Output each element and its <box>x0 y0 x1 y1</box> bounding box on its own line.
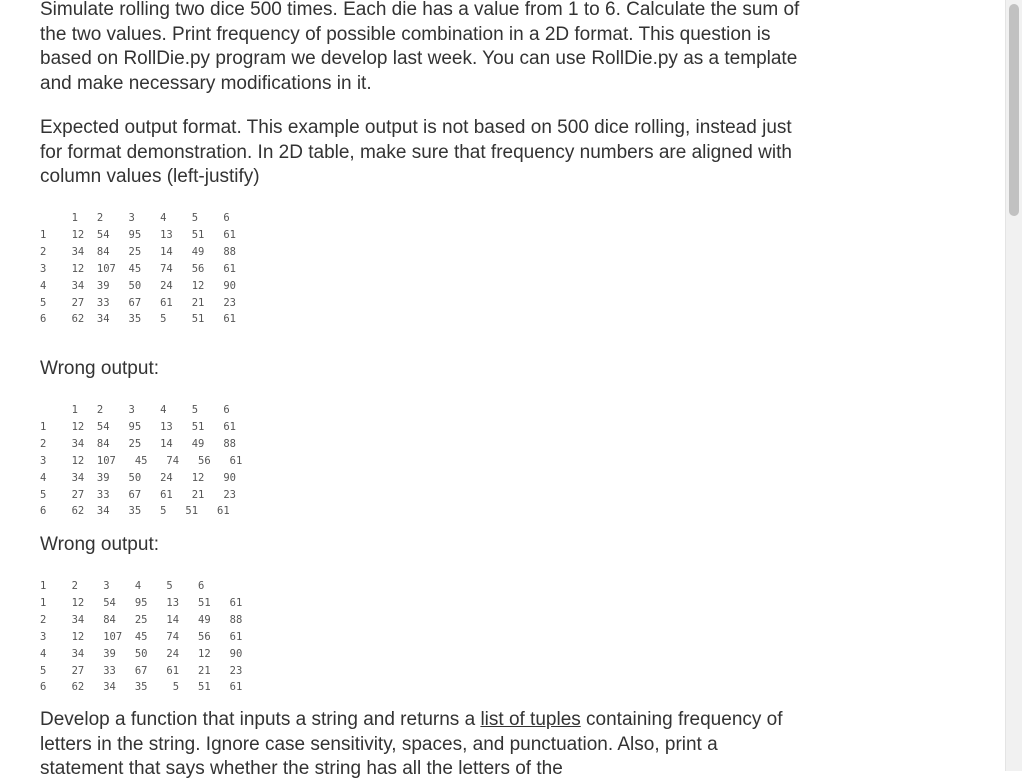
scrollbar-thumb[interactable] <box>1009 4 1019 216</box>
wrong-output-table-2: 1 2 3 4 5 6 1 12 54 95 13 51 61 2 34 84 25 14 49 88 3 12 107 45 74 56 61 4 34 39 50 24 12 90 5 27 33 67 61 21 23 6 62 34 35 5 51 61 <box>40 580 243 694</box>
wrong-output-heading-2: Wrong output: <box>40 534 160 555</box>
vertical-scrollbar[interactable] <box>1005 0 1022 771</box>
paragraph-text: Develop a function that inputs a string and returns a <box>40 709 481 730</box>
list-of-tuples-link[interactable]: list of tuples <box>480 709 581 730</box>
wrong-output-table: 1 2 3 4 5 6 1 12 54 95 13 51 61 2 34 84 25 14 49 88 3 12 107 45 74 56 61 4 34 39 50 24 12 90 5 27 33 67 61 21 23 6 62 34 35 5 51 61 <box>40 404 243 518</box>
wrong-output-heading: Wrong output: <box>40 358 160 379</box>
question-paragraph: Simulate rolling two dice 500 times. Each die has a value from 1 to 6. Calculate the sum of the two values. Print frequency of possible combination in a 2D format. This question is based on RollDie.py program we develop last week. You can use RollDie.py as a template and make necessary modifications in it. <box>40 0 800 94</box>
next-question-paragraph <box>40 708 800 782</box>
expected-output-table: 1 2 3 4 5 6 1 12 54 95 13 51 61 2 34 84 25 14 49 88 3 12 107 45 74 56 61 4 34 39 50 24 12 90 5 27 33 67 61 21 23 6 62 34 35 5 51 61 <box>40 212 236 326</box>
paragraph-text-continued: containing frequency of letters in the string. Ignore case sensitivity, spaces, and punctuation. Also, print a statement that says whether the string has all the letters of the <box>40 709 783 779</box>
expected-format-paragraph: Expected output format. This example output is not based on 500 dice rolling, instead just for format demonstration. In 2D table, make sure that frequency numbers are aligned with column values (left-justify) <box>40 117 792 187</box>
